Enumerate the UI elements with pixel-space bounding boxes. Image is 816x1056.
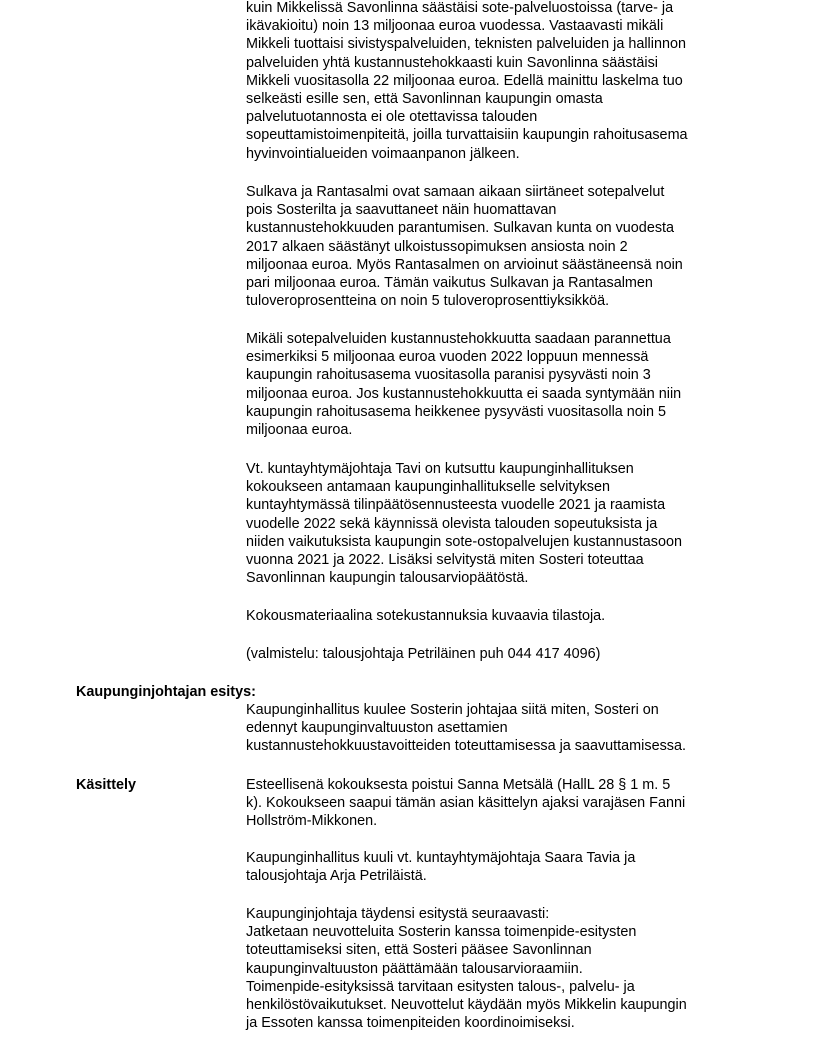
handling-disqualification-paragraph: Esteellisenä kokouksesta poistui Sanna Metsälä (HallL 28 § 1 m. 5 k). Kokoukseen saapui tämän asian käsittelyn ajaksi varajäsen Fanni Hollström-Mikkonen. [246, 777, 686, 830]
meeting-material-paragraph: Kokousmateriaalina sotekustannuksia kuvaavia tilastoja. [246, 608, 606, 624]
handling-hearing-paragraph: Kaupunginhallitus kuuli vt. kuntayhtymäjohtaja Saara Tavia ja talousjohtaja Arja Petriläistä. [246, 850, 636, 885]
cost-efficiency-paragraph: Mikäli sotepalveluiden kustannustehokkuutta saadaan parannettua esimerkiksi 5 miljoonaa euroa vuoden 2022 loppuun mennessä kaupungin rahoitusasema vuositasolla paranisi pysyvästi noin 3 miljoonaa euroa. Jos kustannustehokkuutta ei saada syntymään niin kaupungin rahoitusasema heikkenee pysyvästi vuositasolla noin 5 miljoonaa euroa. [246, 331, 682, 439]
intro-paragraph: kuin Mikkelissä Savonlinna säästäisi sote-palveluostoissa (tarve- ja ikävakioitu) noin 13 miljoonaa euroa vuodessa. Vastaavasti mikäli Mikkeli tuottaisi sivistyspalveluiden, teknisten palveluiden ja hallinnon palveluiden yhtä kustannustehokkaasti kuin Savonlinna säästäisi Mikkeli vuositasolla 22 miljoonaa euroa. Edellä mainittu laskelma tuo selkeästi esille sen, että Savonlinnan kaupungin omasta palvelutuotannosta ei ole otettavissa talouden sopeuttamistoimenpiteitä, joilla turvattaisiin kaupungin rahoitusasema hyvinvointialueiden voimaanpanon jälkeen. [246, 0, 688, 162]
tavi-invitation-paragraph: Vt. kuntayhtymäjohtaja Tavi on kutsuttu kaupunginhallituksen kokoukseen antamaan kaupunginhallitukselle selvityksen kuntayhtymässä tilinpäätösennusteesta vuodelle 2021 ja raamista vuodelle 2022 sekä käynnissä olevista talouden sopeutuksista ja niiden vaikutuksista kaupungin sote-ostopalvelujen kustannustasoon vuonna 2021 ja 2022. Lisäksi selvitystä miten Sosteri toteuttaa Savonlinnan kaupungin talousarviopäätöstä. [246, 461, 683, 587]
handling-supplement-paragraph: Kaupunginjohtaja täydensi esitystä seuraavasti: Jatketaan neuvotteluita Sosterin kanssa toimenpide-esitysten toteuttamiseksi siten, että Sosteri pääsee Savonlinnan kaupunginvaltuuston päättämään talousarvioraamiin. Toimenpide-esityksissä tarvitaan esitysten talous-, palvelu- ja henkilöstövaikutukset. Neuvottelut käydään myös Mikkelin kaupungin ja Essoten kanssa toimenpiteiden koordinoimiseksi. [246, 906, 687, 1032]
handling-heading: Käsittely [76, 777, 136, 793]
mayor-proposal-text: Kaupunginhallitus kuulee Sosterin johtajaa siitä miten, Sosteri on edennyt kaupunginvaltuuston asettamien kustannustehokkuustavoitteiden toteuttamisessa ja saavuttamisessa. [246, 702, 686, 755]
preparation-note: (valmistelu: talousjohtaja Petriläinen puh 044 417 4096) [246, 646, 601, 662]
mayor-proposal-heading: Kaupunginjohtajan esitys: [76, 684, 256, 700]
sulkava-rantasalmi-paragraph: Sulkava ja Rantasalmi ovat samaan aikaan siirtäneet sotepalvelut pois Sosterilta ja saavuttaneet näin huomattavan kustannustehokkuuden parantumisen. Sulkavan kunta on vuodesta 2017 alkaen säästänyt ulkoistussopimuksen ansiosta noin 2 miljoonaa euroa. Myös Rantasalmen on arvioinut säästäneensä noin pari miljoonaa euroa. Tämän vaikutus Sulkavan ja Rantasalmen tuloveroprosentteina on noin 5 tuloveroprosenttiyksikköä. [246, 184, 683, 310]
